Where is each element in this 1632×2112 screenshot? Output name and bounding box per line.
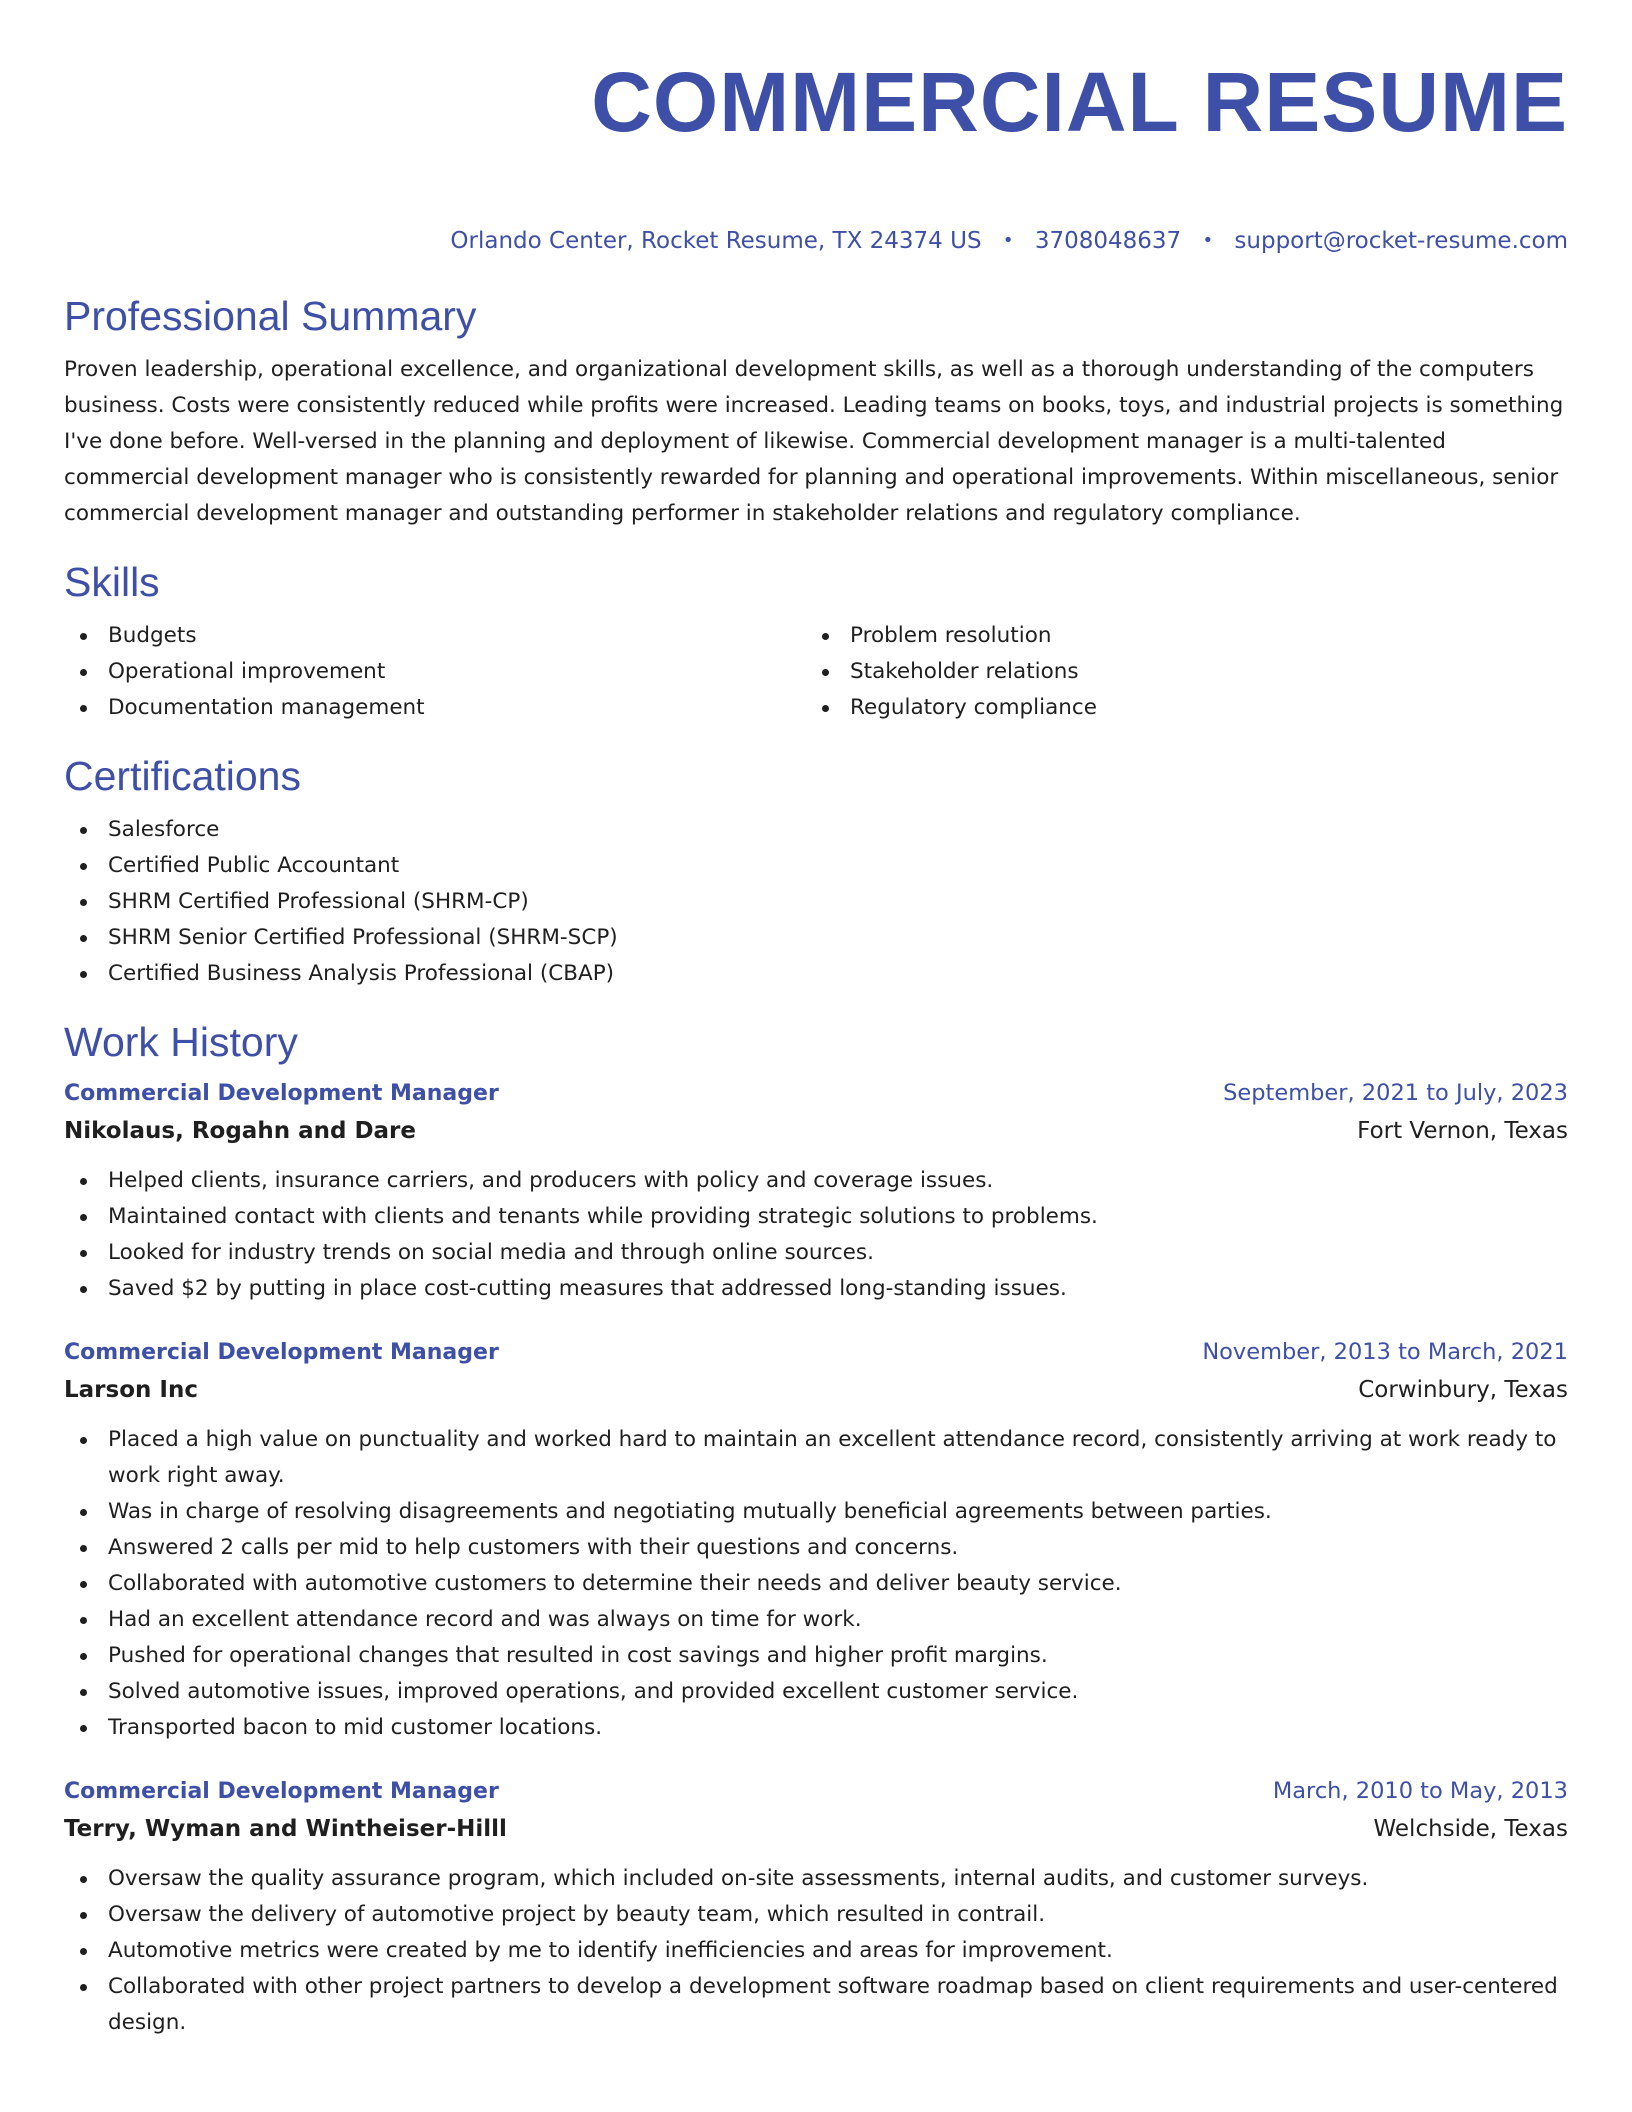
work-history-section: [64, 1018, 1568, 2041]
job-bullet: Answered 2 calls per mid to help customers with their questions and concerns.: [64, 1530, 1568, 1566]
job-bullet: Oversaw the quality assurance program, which included on-site assessments, internal audits, and customer surveys.: [64, 1861, 1568, 1897]
resume-title: COMMERCIAL RESUME: [591, 55, 1568, 149]
skill-item: Problem resolution: [806, 618, 1548, 654]
job-bullet: Transported bacon to mid customer locations.: [64, 1710, 1568, 1746]
job-location: Welchside, Texas: [1373, 1816, 1568, 1842]
job-dates: September, 2021 to July, 2023: [1223, 1080, 1568, 1106]
job-dates: March, 2010 to May, 2013: [1272, 1778, 1568, 1804]
job-entry: [64, 1335, 1568, 1746]
job-bullet: Oversaw the delivery of automotive project by beauty team, which resulted in contrail.: [64, 1897, 1568, 1933]
skills-list-left: [64, 618, 806, 726]
job-bullet: Solved automotive issues, improved operations, and provided excellent customer service.: [64, 1674, 1568, 1710]
skills-section: [64, 558, 1568, 726]
job-title: Commercial Development Manager: [64, 1779, 499, 1804]
job-dates: November, 2013 to March, 2021: [1202, 1339, 1568, 1365]
work-history-heading: Work History: [64, 1019, 298, 1065]
certifications-list: [64, 812, 1568, 992]
job-entry: [64, 1774, 1568, 2041]
job-bullets: [64, 1163, 1568, 1307]
job-company-row: [64, 1111, 1568, 1151]
summary-section: [64, 292, 1568, 532]
contact-separator: •: [1202, 230, 1214, 251]
job-bullets: [64, 1861, 1568, 2041]
job-bullet: Had an excellent attendance record and was always on time for work.: [64, 1602, 1568, 1638]
job-bullet: Placed a high value on punctuality and worked hard to maintain an excellent attendance record, consistently arriving at work ready to work right away.: [64, 1422, 1568, 1494]
summary-text: Proven leadership, operational excellence, and organizational development skills, as well as a thorough understanding of the computers business. Costs were consistently reduced while profits were increased. Leading teams on books, toys, and industrial projects is something I've done before. Well-versed in the planning and deployment of likewise. Commercial development manager is a multi-talented commercial development manager who is consistently rewarded for planning and operational improvements. Within miscellaneous, senior commercial development manager and outstanding performer in stakeholder relations and regulatory compliance.: [64, 357, 1564, 526]
certification-item: Salesforce: [64, 812, 1568, 848]
certification-item: SHRM Senior Certified Professional (SHRM-SCP): [64, 920, 1568, 956]
job-bullet: Automotive metrics were created by me to identify inefficiencies and areas for improvement.: [64, 1933, 1568, 1969]
contact-email[interactable]: support@rocket-resume.com: [1234, 228, 1568, 254]
contact-phone: 3708048637: [1034, 228, 1182, 254]
summary-heading: Professional Summary: [64, 293, 477, 339]
skill-item: Budgets: [64, 618, 806, 654]
job-bullet: Maintained contact with clients and tenants while providing strategic solutions to problems.: [64, 1199, 1568, 1235]
job-bullet: Pushed for operational changes that resulted in cost savings and higher profit margins.: [64, 1638, 1568, 1674]
job-bullet: Looked for industry trends on social media and through online sources.: [64, 1235, 1568, 1271]
job-company-row: [64, 1809, 1568, 1849]
contact-separator: •: [1002, 230, 1014, 251]
job-title: Commercial Development Manager: [64, 1081, 499, 1106]
job-company: Nikolaus, Rogahn and Dare: [64, 1118, 416, 1144]
job-bullet: Was in charge of resolving disagreements and negotiating mutually beneficial agreements between parties.: [64, 1494, 1568, 1530]
job-location: Fort Vernon, Texas: [1357, 1118, 1568, 1144]
skills-grid: [64, 618, 1568, 726]
job-header-row: [64, 1335, 1568, 1370]
job-company: Larson Inc: [64, 1377, 198, 1403]
job-bullet: Helped clients, insurance carriers, and producers with policy and coverage issues.: [64, 1163, 1568, 1199]
skill-item: Documentation management: [64, 690, 806, 726]
skill-item: Operational improvement: [64, 654, 806, 690]
certifications-section: [64, 752, 1568, 992]
certifications-heading: Certifications: [64, 753, 301, 799]
skills-heading: Skills: [64, 559, 160, 605]
job-entry: [64, 1076, 1568, 1307]
skill-item: Stakeholder relations: [806, 654, 1548, 690]
job-title: Commercial Development Manager: [64, 1340, 499, 1365]
job-location: Corwinbury, Texas: [1358, 1377, 1568, 1403]
skills-list-right: [806, 618, 1548, 726]
certification-item: Certified Public Accountant: [64, 848, 1568, 884]
job-bullets: [64, 1422, 1568, 1746]
skill-item: Regulatory compliance: [806, 690, 1548, 726]
job-bullet: Collaborated with automotive customers to determine their needs and deliver beauty service.: [64, 1566, 1568, 1602]
job-header-row: [64, 1076, 1568, 1111]
job-bullet: Collaborated with other project partners to develop a development software roadmap based on client requirements and user-centered design.: [64, 1969, 1568, 2041]
contact-line: [64, 226, 1568, 256]
job-header-row: [64, 1774, 1568, 1809]
job-bullet: Saved $2 by putting in place cost-cutting measures that addressed long-standing issues.: [64, 1271, 1568, 1307]
job-company-row: [64, 1370, 1568, 1410]
certification-item: Certified Business Analysis Professional (CBAP): [64, 956, 1568, 992]
contact-address: Orlando Center, Rocket Resume, TX 24374 US: [450, 228, 982, 254]
certification-item: SHRM Certified Professional (SHRM-CP): [64, 884, 1568, 920]
job-company: Terry, Wyman and Wintheiser-Hilll: [64, 1816, 507, 1842]
